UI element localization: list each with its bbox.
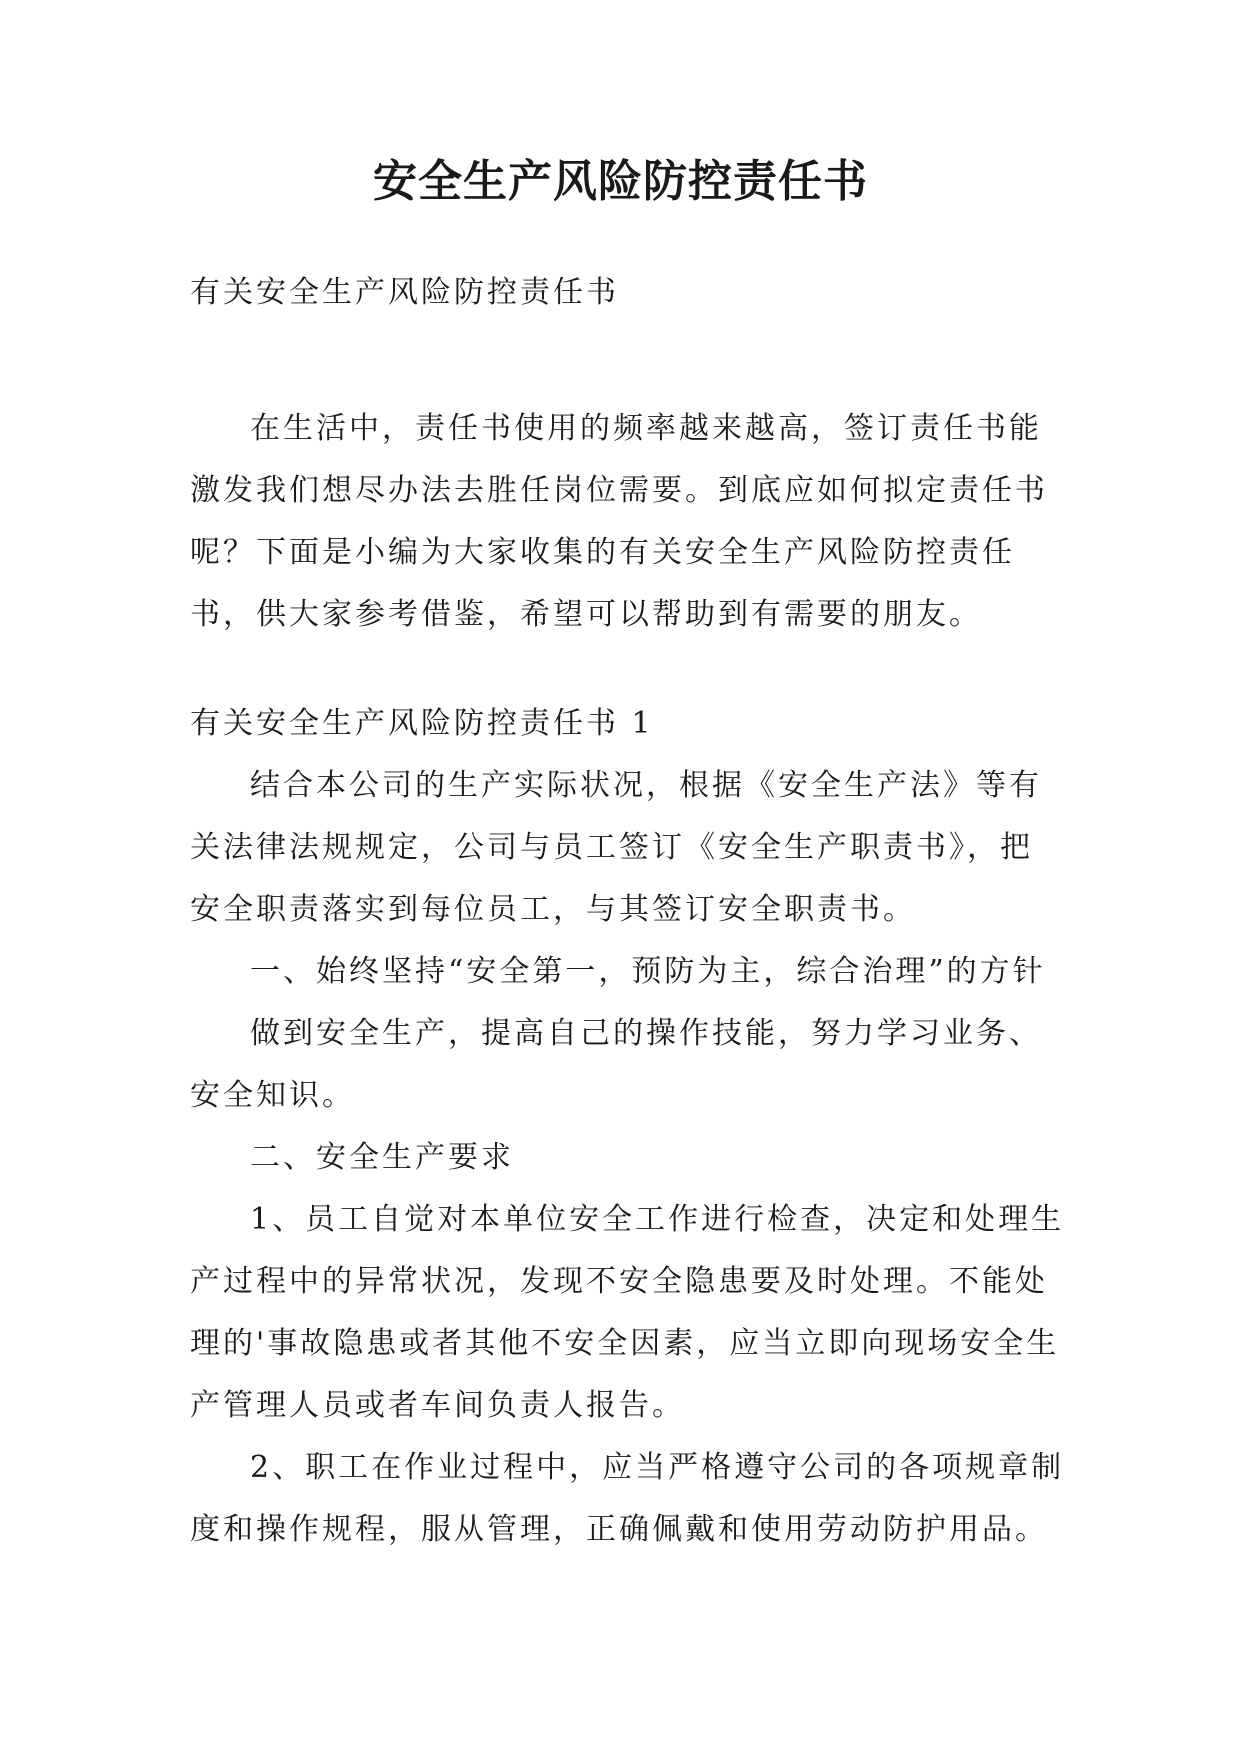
document-subtitle-block [190, 262, 1065, 324]
intro-paragraph: 在生活中，责任书使用的频率越来越高，签订责任书能激发我们想尽办法去胜任岗位需要。到底应如何拟定责任书呢？下面是小编为大家收集的有关安全生产风险防控责任书，供大家参考借鉴，希望可以帮助到有需要的朋友。 [190, 411, 1048, 632]
body-paragraph: 1、员工自觉对本单位安全工作进行检查，决定和处理生产过程中的异常状况，发现不安全隐患要及时处理。不能处理的'事故隐患或者其他不安全因素，应当立即向现场安全生产管理人员或者车间负责人报告。 [190, 1202, 1065, 1423]
body-paragraph: 二、安全生产要求 [250, 1140, 514, 1175]
intro-block [190, 398, 1065, 646]
body-paragraph: 一、始终坚持“安全第一，预防为主，综合治理”的方针 [250, 954, 1046, 989]
body-paragraph: 做到安全生产，提高自己的操作技能，努力学习业务、安全知识。 [190, 1016, 1042, 1113]
section-heading: 有关安全生产风险防控责任书 1 [190, 706, 654, 741]
document-title: 安全生产风险防控责任书 [373, 156, 868, 207]
body-paragraph: 2、职工在作业过程中，应当严格遵守公司的各项规章制度和操作规程，服从管理，正确佩戴和使用劳动防护用品。 [190, 1450, 1065, 1547]
body-paragraph: 结合本公司的生产实际状况，根据《安全生产法》等有关法律法规规定，公司与员工签订《安全生产职责书》，把安全职责落实到每位员工，与其签订安全职责书。 [190, 768, 1042, 927]
section-block [190, 693, 1065, 1561]
document-subtitle: 有关安全生产风险防控责任书 [190, 275, 619, 310]
